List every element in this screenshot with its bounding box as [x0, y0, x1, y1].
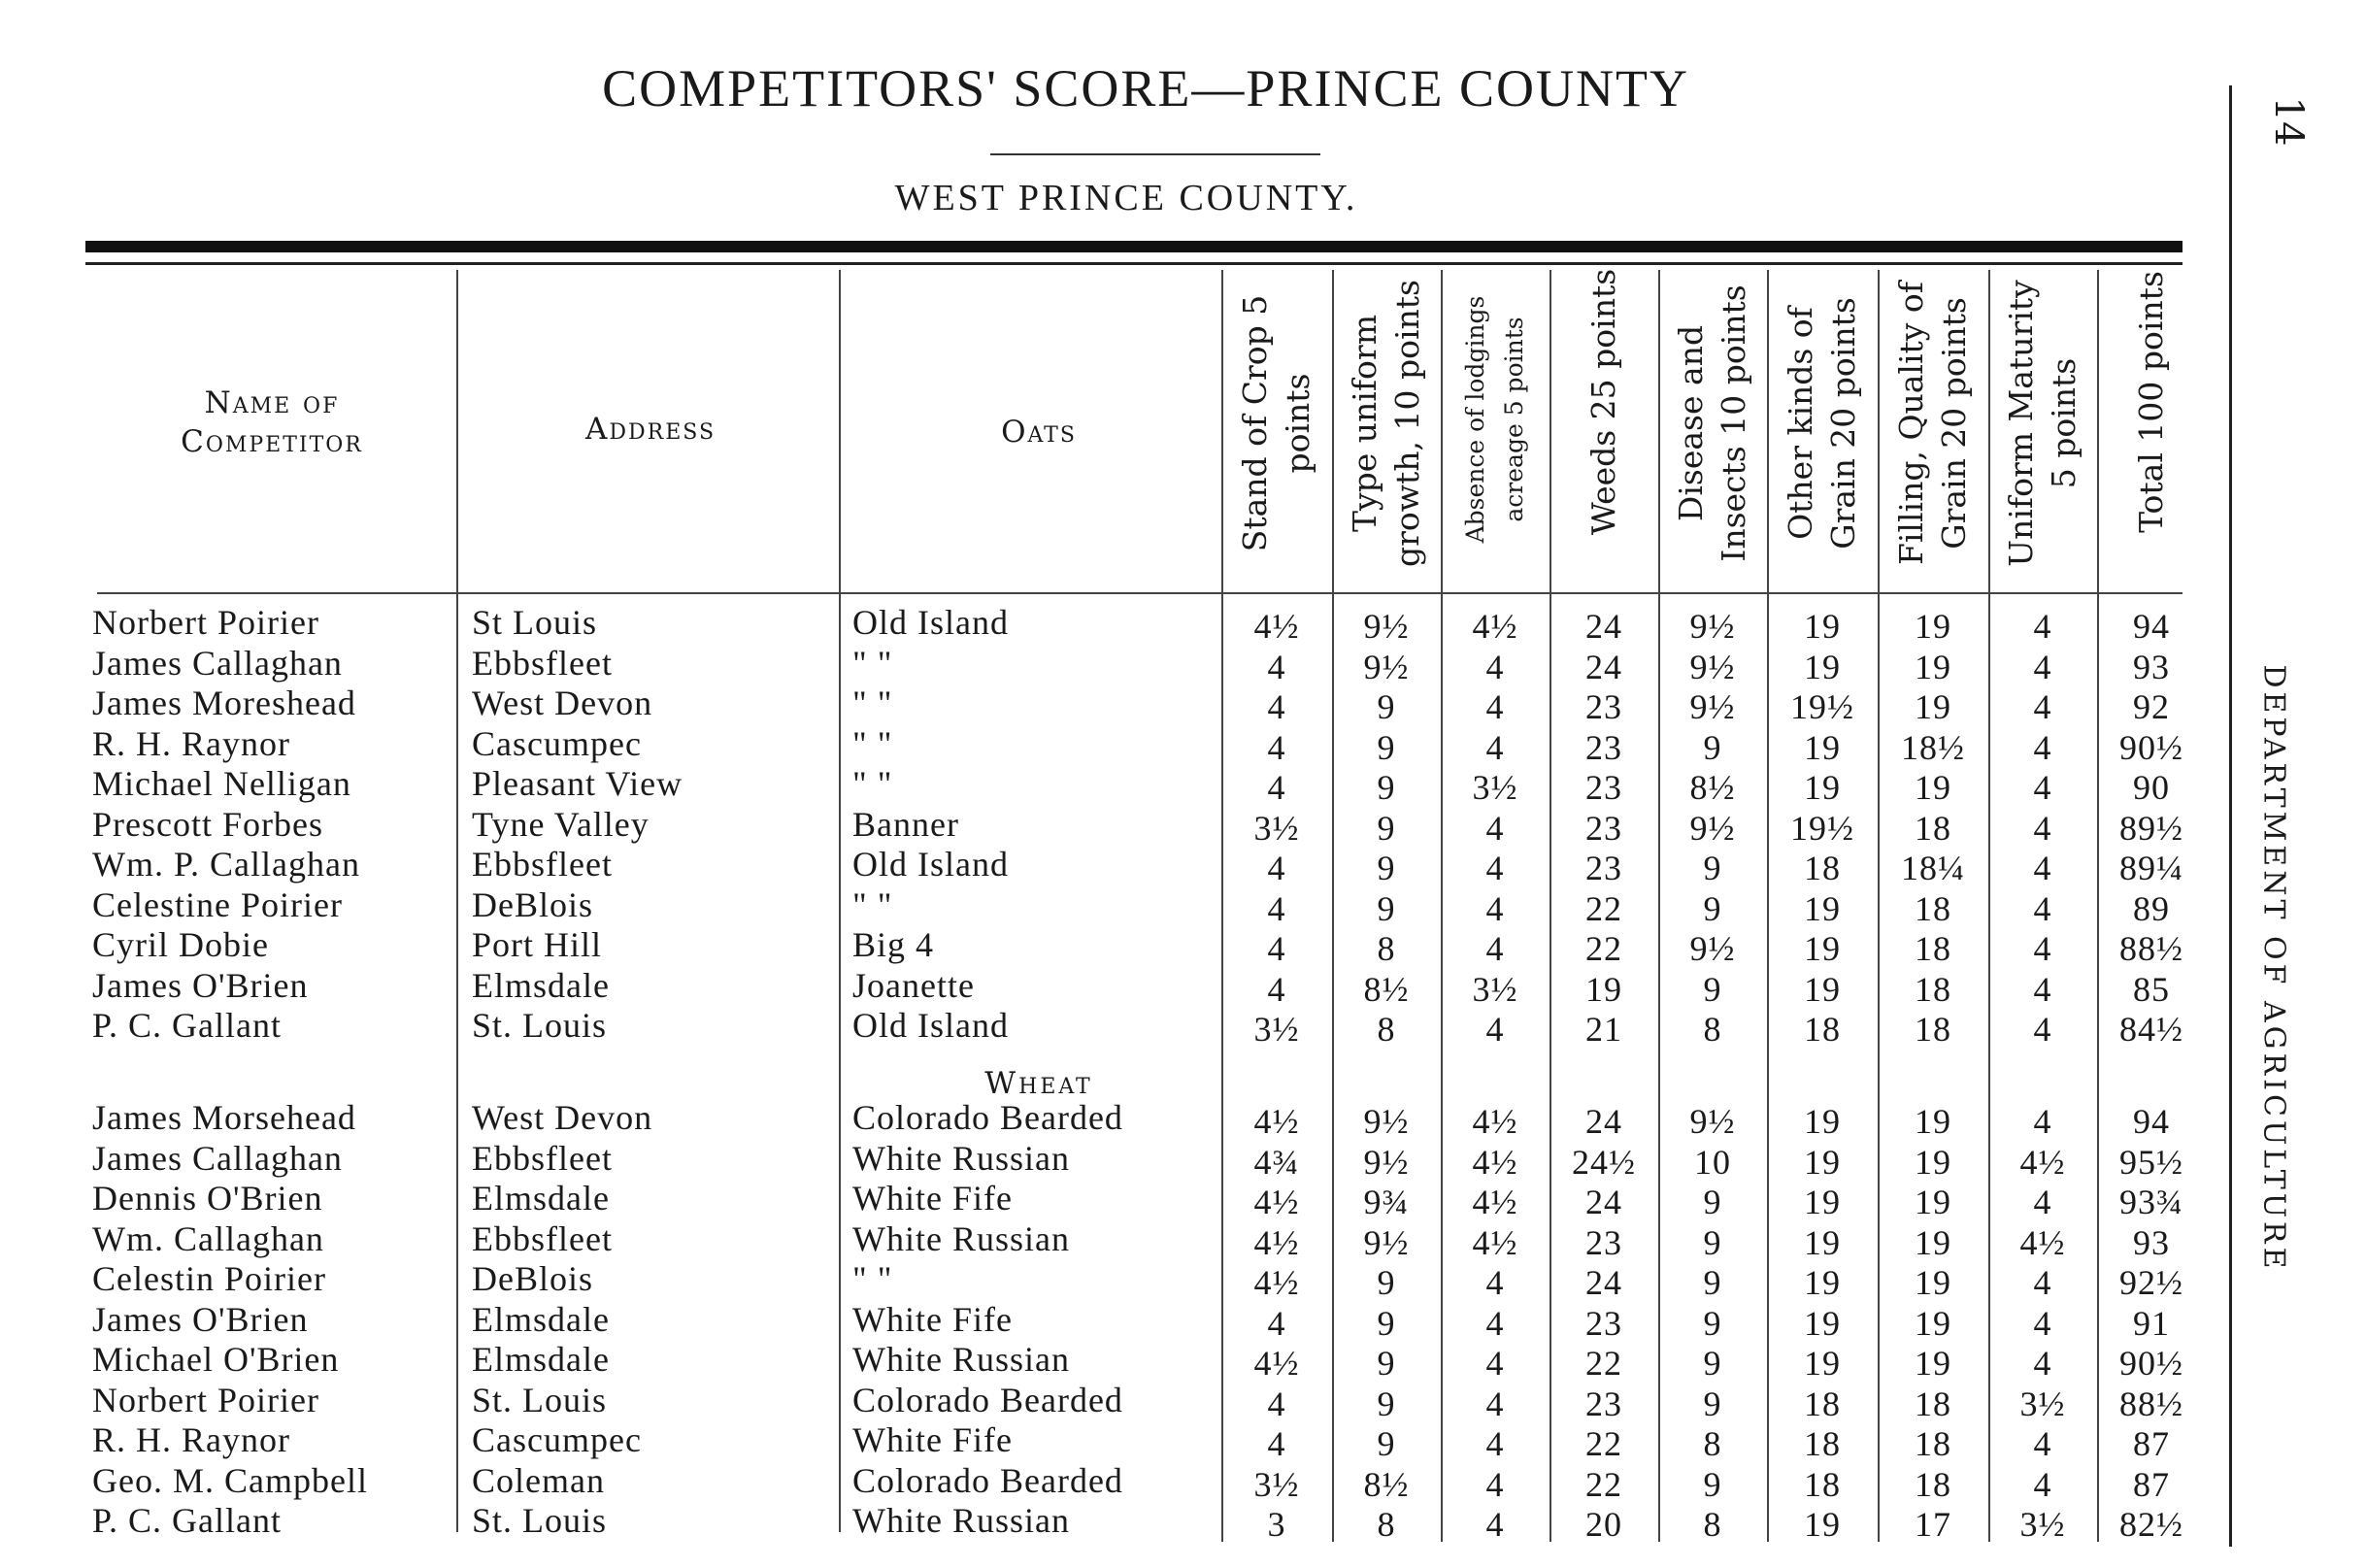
cell-lodging: 4½ [1472, 1142, 1518, 1182]
header-grain: Oats [1001, 415, 1077, 450]
cell-total: 93 [2133, 1222, 2170, 1262]
cell-disease: 8 [1703, 1505, 1722, 1544]
cell-filling: 18 [1915, 1010, 1951, 1049]
cell-lodging: 4 [1485, 1384, 1505, 1423]
cell-address: Ebbsfleet [472, 643, 613, 683]
cell-lodging: 4 [1485, 1303, 1505, 1343]
cell-total: 85 [2133, 969, 2170, 1009]
cell-maturity: 4 [2033, 1183, 2052, 1221]
cell-total: 89½ [2119, 808, 2183, 848]
cell-total: 87 [2133, 1464, 2170, 1504]
header-stand-text: Stand of Crop 5 points [1236, 294, 1316, 552]
cell-variety: Old Island [852, 1006, 1009, 1045]
cell-disease: 9 [1703, 1384, 1722, 1423]
cell-weeds: 23 [1585, 808, 1622, 848]
cell-variety: White Fife [852, 1299, 1013, 1339]
cell-stand: 4 [1267, 849, 1286, 887]
cell-total: 94 [2133, 1102, 2170, 1141]
cell-type: 9½ [1363, 1142, 1410, 1182]
header-filling-text: Filling, Quality of Grain 20 points [1892, 281, 1973, 566]
cell-name: Cyril Dobie [92, 925, 269, 964]
cell-variety: White Russian [852, 1501, 1070, 1540]
cell-maturity: 4 [2033, 687, 2052, 726]
cell-filling: 19 [1915, 1183, 1951, 1221]
cell-lodging: 4 [1485, 647, 1505, 686]
cell-other: 19 [1804, 969, 1841, 1009]
cell-other: 19 [1804, 607, 1841, 646]
title-rule [990, 153, 1320, 155]
cell-lodging: 3½ [1472, 768, 1518, 807]
cell-stand: 4½ [1253, 1344, 1300, 1383]
cell-variety: White Fife [852, 1420, 1013, 1459]
cell-other: 19 [1804, 1263, 1841, 1302]
cell-total: 93¾ [2119, 1183, 2183, 1221]
cell-maturity: 4 [2033, 1102, 2052, 1141]
cell-type: 9 [1377, 768, 1396, 807]
cell-variety: " " [852, 723, 893, 763]
cell-name: James Moreshead [92, 684, 356, 722]
cell-filling: 19 [1915, 647, 1951, 686]
cell-address: West Devon [472, 1098, 653, 1137]
cell-maturity: 4½ [2019, 1142, 2066, 1182]
cell-filling: 19 [1915, 768, 1951, 807]
cell-disease: 9½ [1689, 607, 1736, 646]
cell-stand: 4 [1267, 1303, 1286, 1343]
cell-other: 18 [1804, 1424, 1841, 1463]
cell-variety: " " [852, 1259, 893, 1298]
cell-maturity: 4 [2033, 849, 2052, 887]
cell-stand: 4 [1267, 768, 1286, 807]
cell-disease: 9 [1703, 1464, 1722, 1504]
cell-weeds: 24½ [1572, 1142, 1636, 1182]
cell-lodging: 4 [1485, 1464, 1505, 1504]
cell-other: 18 [1804, 1384, 1841, 1423]
cell-name: Geo. M. Campbell [92, 1460, 368, 1500]
section-label-wheat: Wheat [984, 1066, 1093, 1101]
cell-stand: 4 [1267, 929, 1286, 968]
cell-maturity: 3½ [2019, 1384, 2066, 1423]
cell-maturity: 4½ [2019, 1222, 2066, 1262]
cell-disease: 9 [1703, 1263, 1722, 1302]
cell-other: 19½ [1790, 687, 1854, 726]
header-disease-text: Disease and Insects 10 points [1672, 284, 1752, 562]
cell-disease: 9 [1703, 849, 1722, 887]
cell-type: 9 [1377, 808, 1396, 848]
cell-weeds: 24 [1585, 607, 1622, 646]
cell-type: 8½ [1363, 1464, 1410, 1504]
cell-filling: 19 [1915, 1102, 1951, 1141]
cell-filling: 18 [1915, 929, 1951, 968]
cell-total: 87 [2133, 1424, 2170, 1463]
cell-other: 18 [1804, 1010, 1841, 1049]
cell-name: James O'Brien [92, 965, 309, 1005]
cell-address: Coleman [472, 1460, 605, 1500]
cell-total: 90½ [2119, 727, 2183, 767]
cell-maturity: 4 [2033, 888, 2052, 928]
cell-address: Elmsdale [472, 1299, 610, 1339]
cell-filling: 18½ [1901, 727, 1965, 767]
cell-lodging: 4 [1485, 929, 1505, 968]
cell-variety: Old Island [852, 603, 1009, 642]
cell-type: 9 [1377, 1344, 1396, 1383]
cell-disease: 9½ [1689, 1102, 1736, 1141]
cell-weeds: 24 [1585, 1263, 1622, 1302]
cell-other: 19 [1804, 1344, 1841, 1383]
cell-other: 19 [1804, 1183, 1841, 1221]
cell-stand: 4½ [1253, 1222, 1300, 1262]
cell-name: P. C. Gallant [92, 1501, 283, 1540]
cell-disease: 9½ [1689, 687, 1736, 726]
header-weeds-text: Weeds 25 points [1584, 268, 1622, 536]
cell-name: Wm. P. Callaghan [92, 845, 360, 884]
cell-other: 19 [1804, 727, 1841, 767]
cell-variety: Colorado Bearded [852, 1460, 1123, 1500]
cell-name: Norbert Poirier [92, 603, 319, 642]
cell-weeds: 22 [1585, 1344, 1622, 1383]
cell-maturity: 4 [2033, 768, 2052, 807]
cell-lodging: 4 [1485, 1344, 1505, 1383]
cell-other: 19 [1804, 1142, 1841, 1182]
column-divider [456, 270, 458, 1532]
cell-name: Norbert Poirier [92, 1380, 319, 1419]
cell-name: Dennis O'Brien [92, 1179, 323, 1218]
header-address: Address [584, 412, 716, 447]
cell-filling: 19 [1915, 1263, 1951, 1302]
cell-other: 18 [1804, 849, 1841, 887]
cell-variety: " " [852, 764, 893, 803]
header-total-text: Total 100 points [2132, 271, 2170, 533]
cell-weeds: 23 [1585, 1384, 1622, 1423]
cell-stand: 4 [1267, 1424, 1286, 1463]
cell-name: Celestin Poirier [92, 1259, 326, 1298]
cell-other: 19 [1804, 1505, 1841, 1544]
cell-name: R. H. Raynor [92, 1420, 290, 1459]
margin-rule [2229, 85, 2232, 1547]
cell-stand: 4 [1267, 888, 1286, 928]
cell-name: James Morsehead [92, 1098, 356, 1137]
cell-address: St. Louis [472, 1501, 608, 1540]
cell-filling: 19 [1915, 1344, 1951, 1383]
cell-total: 91 [2133, 1303, 2170, 1343]
cell-stand: 4¾ [1253, 1142, 1300, 1182]
cell-variety: " " [852, 643, 893, 683]
cell-weeds: 23 [1585, 727, 1622, 767]
cell-type: 9 [1377, 1424, 1396, 1463]
cell-variety: Banner [852, 804, 959, 844]
cell-type: 9 [1377, 888, 1396, 928]
page-number: 14 [2266, 96, 2311, 147]
cell-disease: 9½ [1689, 929, 1736, 968]
cell-lodging: 4 [1485, 687, 1505, 726]
cell-weeds: 24 [1585, 647, 1622, 686]
cell-maturity: 4 [2033, 647, 2052, 686]
cell-stand: 4 [1267, 647, 1286, 686]
cell-other: 19 [1804, 647, 1841, 686]
cell-name: P. C. Gallant [92, 1006, 283, 1045]
cell-total: 89 [2133, 888, 2170, 928]
cell-weeds: 22 [1585, 929, 1622, 968]
cell-total: 95½ [2119, 1142, 2183, 1182]
cell-stand: 4 [1267, 1384, 1286, 1423]
page-title: COMPETITORS' SCORE—PRINCE COUNTY [602, 59, 1689, 117]
cell-filling: 17 [1915, 1505, 1951, 1544]
cell-maturity: 4 [2033, 1344, 2052, 1383]
cell-stand: 3½ [1253, 1464, 1300, 1504]
cell-weeds: 23 [1585, 1222, 1622, 1262]
cell-filling: 19 [1915, 1222, 1951, 1262]
cell-name: R. H. Raynor [92, 723, 290, 763]
cell-address: Ebbsfleet [472, 1218, 613, 1258]
table-top-rule-thin [85, 262, 2183, 265]
cell-stand: 4 [1267, 969, 1286, 1009]
cell-maturity: 4 [2033, 969, 2052, 1009]
cell-stand: 4½ [1253, 1263, 1300, 1302]
cell-lodging: 3½ [1472, 969, 1518, 1009]
cell-type: 8 [1377, 1505, 1396, 1544]
header-lodging-text: Absence of lodgings acreage 5 points [1461, 295, 1528, 544]
cell-lodging: 4½ [1472, 1222, 1518, 1262]
cell-other: 19 [1804, 1222, 1841, 1262]
cell-lodging: 4 [1485, 849, 1505, 887]
cell-filling: 18¼ [1901, 849, 1965, 887]
cell-variety: Big 4 [852, 925, 935, 964]
cell-weeds: 19 [1585, 969, 1622, 1009]
cell-lodging: 4½ [1472, 607, 1518, 646]
cell-maturity: 4 [2033, 607, 2052, 646]
cell-weeds: 22 [1585, 1424, 1622, 1463]
cell-address: Port Hill [472, 925, 603, 964]
cell-maturity: 4 [2033, 1464, 2052, 1504]
cell-weeds: 21 [1585, 1010, 1622, 1049]
cell-disease: 9 [1703, 1222, 1722, 1262]
cell-lodging: 4 [1485, 1424, 1505, 1463]
header-other-text: Other kinds of Grain 20 points [1782, 297, 1862, 550]
cell-variety: White Russian [852, 1138, 1070, 1178]
cell-variety: Colorado Bearded [852, 1380, 1123, 1419]
cell-other: 19 [1804, 768, 1841, 807]
cell-type: 9 [1377, 849, 1396, 887]
cell-address: Tyne Valley [472, 804, 650, 844]
cell-address: Elmsdale [472, 1340, 610, 1379]
cell-address: Ebbsfleet [472, 845, 613, 884]
cell-name: Celestine Poirier [92, 884, 343, 924]
cell-address: Elmsdale [472, 965, 610, 1005]
cell-total: 82½ [2119, 1505, 2183, 1544]
cell-lodging: 4½ [1472, 1183, 1518, 1221]
cell-disease: 9½ [1689, 647, 1736, 686]
cell-name: Michael Nelligan [92, 764, 351, 803]
cell-filling: 18 [1915, 1384, 1951, 1423]
cell-other: 19½ [1790, 808, 1854, 848]
cell-maturity: 4 [2033, 1424, 2052, 1463]
cell-variety: White Russian [852, 1340, 1070, 1379]
cell-lodging: 4 [1485, 888, 1505, 928]
cell-other: 19 [1804, 929, 1841, 968]
cell-filling: 19 [1915, 1303, 1951, 1343]
cell-stand: 3 [1267, 1505, 1286, 1544]
cell-filling: 18 [1915, 888, 1951, 928]
cell-lodging: 4 [1485, 1505, 1505, 1544]
cell-total: 92½ [2119, 1263, 2183, 1302]
cell-lodging: 4 [1485, 727, 1505, 767]
cell-filling: 18 [1915, 969, 1951, 1009]
cell-maturity: 4 [2033, 929, 2052, 968]
cell-total: 90½ [2119, 1344, 2183, 1383]
cell-disease: 9 [1703, 1303, 1722, 1343]
cell-stand: 4½ [1253, 607, 1300, 646]
cell-total: 88½ [2119, 1384, 2183, 1423]
cell-address: Ebbsfleet [472, 1138, 613, 1178]
cell-maturity: 4 [2033, 1010, 2052, 1049]
cell-filling: 18 [1915, 1464, 1951, 1504]
cell-total: 84½ [2119, 1010, 2183, 1049]
cell-type: 9 [1377, 1263, 1396, 1302]
cell-lodging: 4 [1485, 1010, 1505, 1049]
cell-name: James O'Brien [92, 1299, 309, 1339]
cell-variety: Colorado Bearded [852, 1098, 1123, 1137]
cell-lodging: 4 [1485, 1263, 1505, 1302]
cell-variety: White Russian [852, 1218, 1070, 1258]
cell-total: 89¼ [2119, 849, 2183, 887]
running-header-text: DEPARTMENT OF AGRICULTURE [2256, 664, 2291, 1273]
cell-weeds: 23 [1585, 849, 1622, 887]
cell-weeds: 20 [1585, 1505, 1622, 1544]
cell-stand: 4½ [1253, 1102, 1300, 1141]
cell-variety: White Fife [852, 1179, 1013, 1218]
cell-type: 9½ [1363, 1102, 1410, 1141]
cell-type: 9¾ [1363, 1183, 1410, 1221]
cell-address: St. Louis [472, 1006, 608, 1045]
cell-other: 18 [1804, 1464, 1841, 1504]
cell-weeds: 23 [1585, 1303, 1622, 1343]
cell-disease: 9½ [1689, 808, 1736, 848]
cell-total: 90 [2133, 768, 2170, 807]
header-type-text: Type uniform growth, 10 points [1346, 280, 1426, 567]
cell-address: DeBlois [472, 1259, 594, 1298]
cell-other: 19 [1804, 1102, 1841, 1141]
cell-variety: Joanette [852, 965, 975, 1005]
cell-type: 8 [1377, 1010, 1396, 1049]
cell-weeds: 23 [1585, 687, 1622, 726]
cell-stand: 3½ [1253, 1010, 1300, 1049]
cell-address: DeBlois [472, 884, 594, 924]
cell-disease: 10 [1694, 1142, 1731, 1182]
cell-lodging: 4½ [1472, 1102, 1518, 1141]
cell-filling: 19 [1915, 1142, 1951, 1182]
cell-total: 92 [2133, 687, 2170, 726]
cell-disease: 9 [1703, 969, 1722, 1009]
cell-filling: 18 [1915, 808, 1951, 848]
cell-address: Cascumpec [472, 1420, 642, 1459]
cell-type: 9½ [1363, 647, 1410, 686]
cell-maturity: 3½ [2019, 1505, 2066, 1544]
header-maturity-text: Uniform Maturity 5 points [2002, 280, 2083, 567]
cell-address: St Louis [472, 603, 598, 642]
cell-stand: 4 [1267, 727, 1286, 767]
table-top-rule-thick [85, 241, 2183, 252]
cell-weeds: 23 [1585, 768, 1622, 807]
cell-address: St. Louis [472, 1380, 608, 1419]
cell-other: 19 [1804, 1303, 1841, 1343]
page-subtitle: WEST PRINCE COUNTY. [894, 178, 1358, 218]
cell-disease: 9 [1703, 1344, 1722, 1383]
cell-disease: 9 [1703, 1183, 1722, 1221]
cell-type: 9½ [1363, 607, 1410, 646]
cell-type: 9½ [1363, 1222, 1410, 1262]
cell-lodging: 4 [1485, 808, 1505, 848]
cell-name: Michael O'Brien [92, 1340, 340, 1379]
cell-disease: 8 [1703, 1424, 1722, 1463]
cell-maturity: 4 [2033, 1263, 2052, 1302]
cell-name: James Callaghan [92, 643, 343, 683]
cell-maturity: 4 [2033, 808, 2052, 848]
header-name: Name of Competitor [181, 385, 363, 459]
cell-disease: 9 [1703, 727, 1722, 767]
cell-variety: " " [852, 884, 893, 924]
cell-address: Pleasant View [472, 764, 683, 803]
cell-stand: 4½ [1253, 1183, 1300, 1221]
cell-type: 9 [1377, 687, 1396, 726]
cell-weeds: 24 [1585, 1102, 1622, 1141]
cell-name: Wm. Callaghan [92, 1218, 324, 1258]
cell-maturity: 4 [2033, 727, 2052, 767]
cell-total: 93 [2133, 647, 2170, 686]
cell-address: Elmsdale [472, 1179, 610, 1218]
cell-weeds: 22 [1585, 1464, 1622, 1504]
cell-name: Prescott Forbes [92, 804, 323, 844]
column-divider [839, 270, 841, 1532]
cell-disease: 8 [1703, 1010, 1722, 1049]
cell-stand: 4 [1267, 687, 1286, 726]
cell-filling: 19 [1915, 687, 1951, 726]
cell-name: James Callaghan [92, 1138, 343, 1178]
cell-type: 9 [1377, 1384, 1396, 1423]
cell-address: Cascumpec [472, 723, 642, 763]
cell-maturity: 4 [2033, 1303, 2052, 1343]
cell-type: 8 [1377, 929, 1396, 968]
header-bottom-rule [97, 592, 2183, 594]
cell-weeds: 22 [1585, 888, 1622, 928]
cell-address: West Devon [472, 684, 653, 722]
cell-total: 94 [2133, 607, 2170, 646]
cell-total: 88½ [2119, 929, 2183, 968]
cell-type: 9 [1377, 1303, 1396, 1343]
cell-disease: 8½ [1689, 768, 1736, 807]
cell-type: 9 [1377, 727, 1396, 767]
cell-filling: 19 [1915, 607, 1951, 646]
cell-filling: 18 [1915, 1424, 1951, 1463]
cell-disease: 9 [1703, 888, 1722, 928]
cell-other: 19 [1804, 888, 1841, 928]
cell-variety: " " [852, 684, 893, 722]
cell-stand: 3½ [1253, 808, 1300, 848]
cell-weeds: 24 [1585, 1183, 1622, 1221]
cell-type: 8½ [1363, 969, 1410, 1009]
cell-variety: Old Island [852, 845, 1009, 884]
